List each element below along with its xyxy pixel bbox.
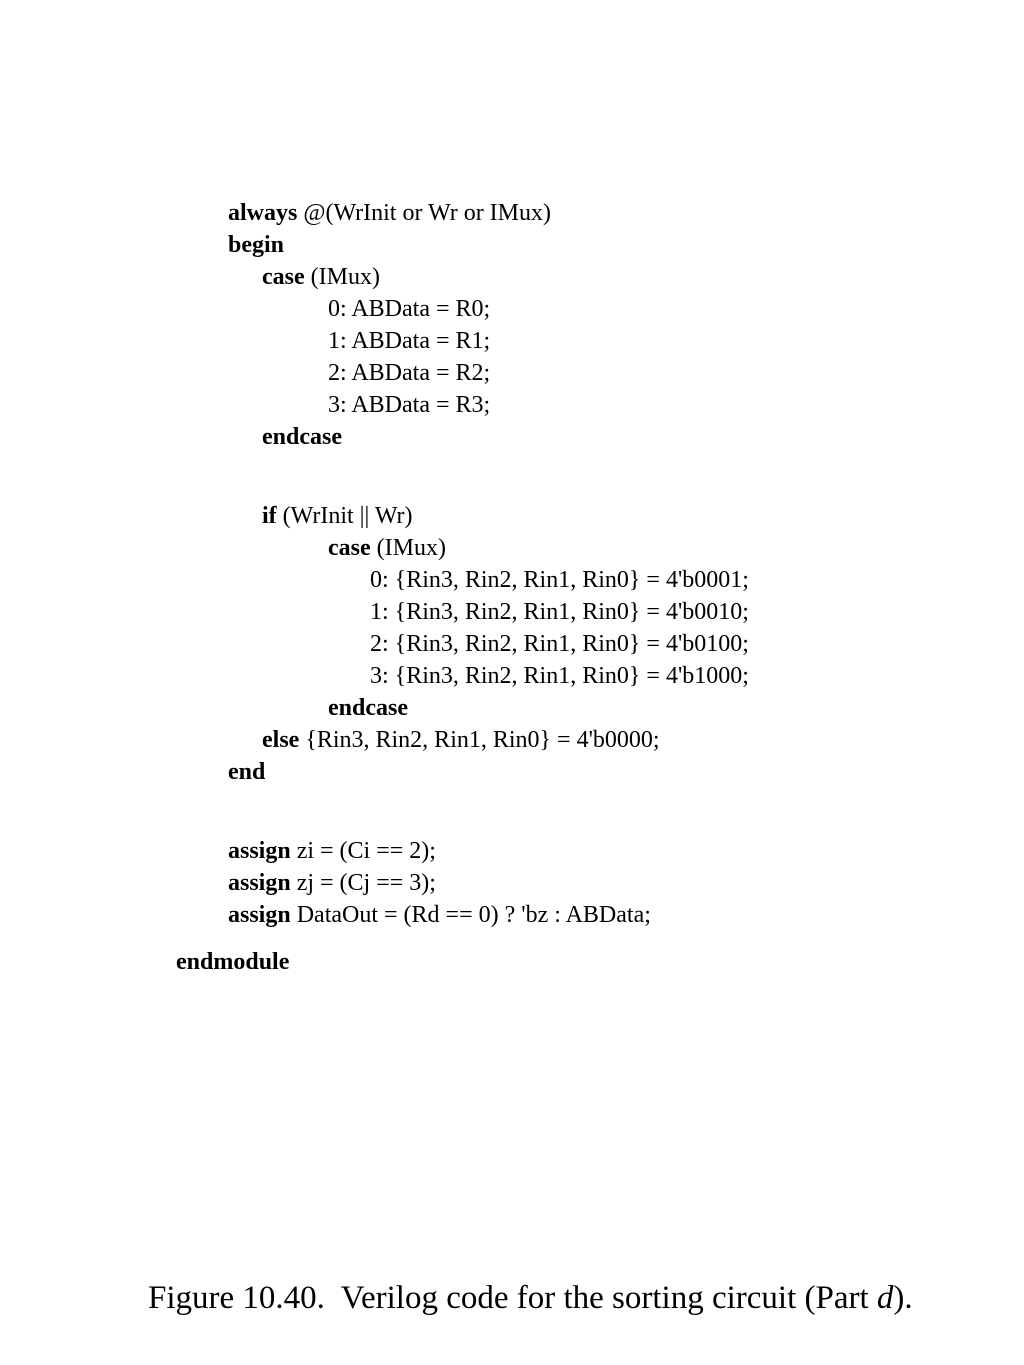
figure-caption: Figure 10.40. Verilog code for the sorting circuit (Part d). [148, 1280, 913, 1316]
code-line: else {Rin3, Rin2, Rin1, Rin0} = 4'b0000; [262, 727, 660, 753]
code-line: assign zj = (Cj == 3); [228, 870, 436, 896]
code-line: endcase [262, 424, 342, 450]
code-line: case (IMux) [328, 535, 446, 561]
code-line: begin [228, 232, 285, 258]
code-line: assign zi = (Ci == 2); [228, 838, 436, 864]
code-line: endmodule [176, 949, 290, 975]
code-line: 0: ABData = R0; [328, 296, 491, 322]
code-line: 1: {Rin3, Rin2, Rin1, Rin0} = 4'b0010; [370, 599, 749, 625]
code-line: 2: ABData = R2; [328, 360, 491, 386]
code-line: 2: {Rin3, Rin2, Rin1, Rin0} = 4'b0100; [370, 631, 749, 657]
code-line: 1: ABData = R1; [328, 328, 491, 354]
code-line: 3: {Rin3, Rin2, Rin1, Rin0} = 4'b1000; [370, 663, 749, 689]
code-line: if (WrInit || Wr) [262, 503, 413, 529]
code-line: case (IMux) [262, 264, 380, 290]
code-line: endcase [328, 695, 408, 721]
code-line: end [228, 759, 266, 785]
code-line: 3: ABData = R3; [328, 392, 491, 418]
code-line: always @(WrInit or Wr or IMux) [228, 200, 552, 226]
code-line: 0: {Rin3, Rin2, Rin1, Rin0} = 4'b0001; [370, 567, 749, 593]
code-line: assign DataOut = (Rd == 0) ? 'bz : ABData; [228, 902, 651, 928]
